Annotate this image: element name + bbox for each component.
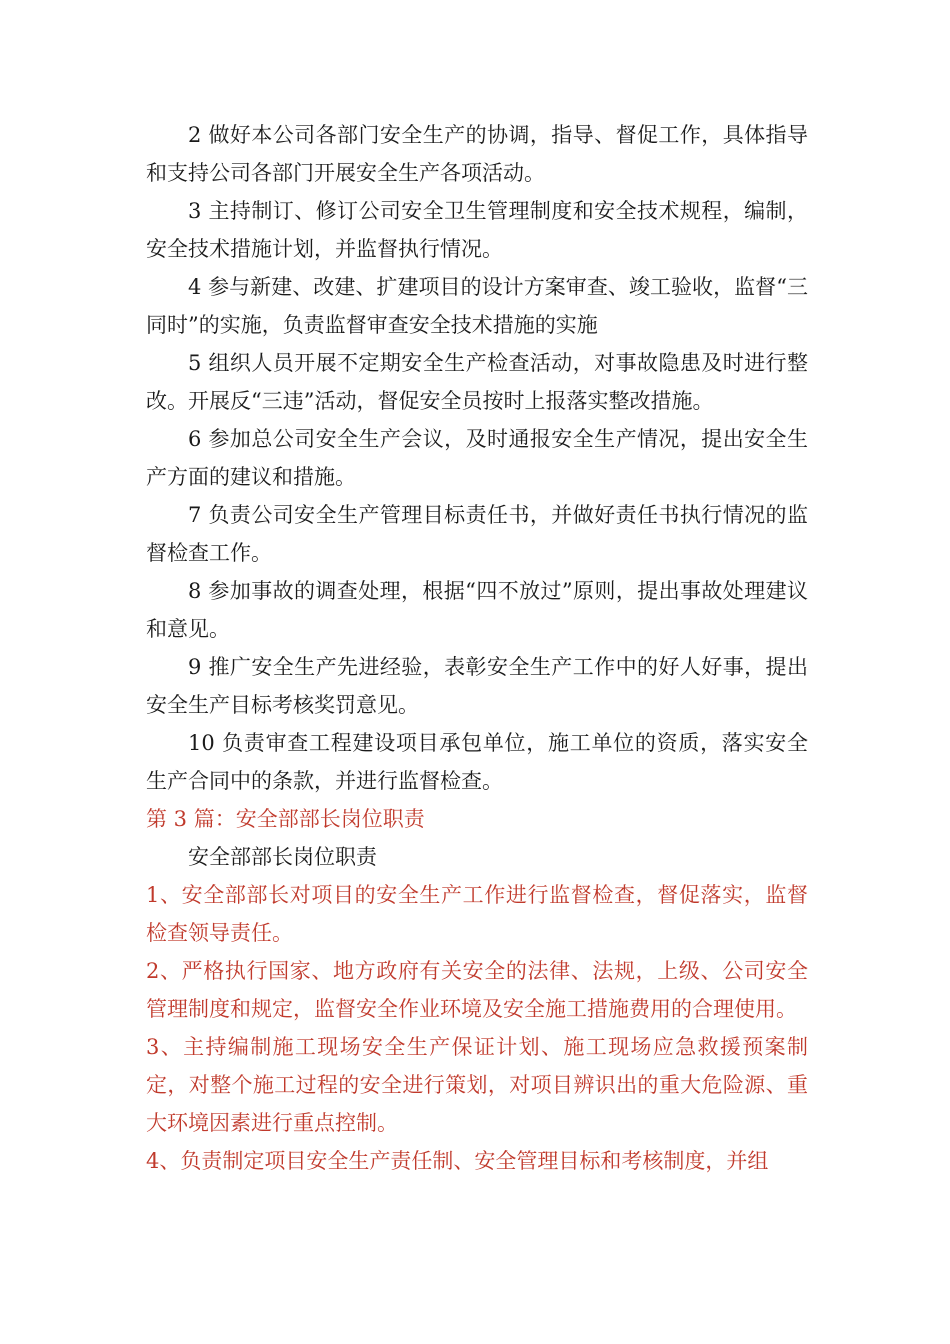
section-3-item-3: 3、主持编制施工现场安全生产保证计划、施工现场应急救援预案制定，对整个施工过程的安全进行策划，对项目辨识出的重大危险源、重大环境因素进行重点控制。	[146, 1035, 808, 1135]
section-3-item-4: 4、负责制定项目安全生产责任制、安全管理目标和考核制度，并组	[146, 1149, 769, 1173]
duty-paragraph-4: 4 参与新建、改建、扩建项目的设计方案审查、竣工验收，监督“三同时”的实施，负责监督审查安全技术措施的实施	[146, 275, 808, 337]
document-body	[146, 116, 808, 1180]
duty-paragraph-5: 5 组织人员开展不定期安全生产检查活动，对事故隐患及时进行整改。开展反“三违”活动，督促安全员按时上报落实整改措施。	[146, 351, 808, 413]
section-3-subtitle: 安全部部长岗位职责	[188, 845, 377, 869]
duty-paragraph-7: 7 负责公司安全生产管理目标责任书，并做好责任书执行情况的监督检查工作。	[146, 503, 808, 565]
duty-paragraph-6: 6 参加总公司安全生产会议，及时通报安全生产情况，提出安全生产方面的建议和措施。	[146, 427, 808, 489]
duty-paragraph-8: 8 参加事故的调查处理，根据“四不放过”原则，提出事故处理建议和意见。	[146, 579, 808, 641]
section-3-item-1: 1、安全部部长对项目的安全生产工作进行监督检查，督促落实，监督检查领导责任。	[146, 883, 808, 945]
duty-paragraph-9: 9 推广安全生产先进经验，表彰安全生产工作中的好人好事，提出安全生产目标考核奖罚意见。	[146, 655, 808, 717]
duty-paragraph-3: 3 主持制订、修订公司安全卫生管理制度和安全技术规程，编制，安全技术措施计划，并监督执行情况。	[146, 199, 808, 261]
section-3-heading: 第 3 篇：安全部部长岗位职责	[146, 807, 425, 831]
duty-paragraph-10: 10 负责审查工程建设项目承包单位，施工单位的资质，落实安全生产合同中的条款，并进行监督检查。	[146, 731, 808, 793]
section-3-item-2: 2、严格执行国家、地方政府有关安全的法律、法规，上级、公司安全管理制度和规定，监督安全作业环境及安全施工措施费用的合理使用。	[146, 959, 808, 1021]
duty-paragraph-2: 2 做好本公司各部门安全生产的协调，指导、督促工作，具体指导和支持公司各部门开展安全生产各项活动。	[146, 123, 808, 185]
